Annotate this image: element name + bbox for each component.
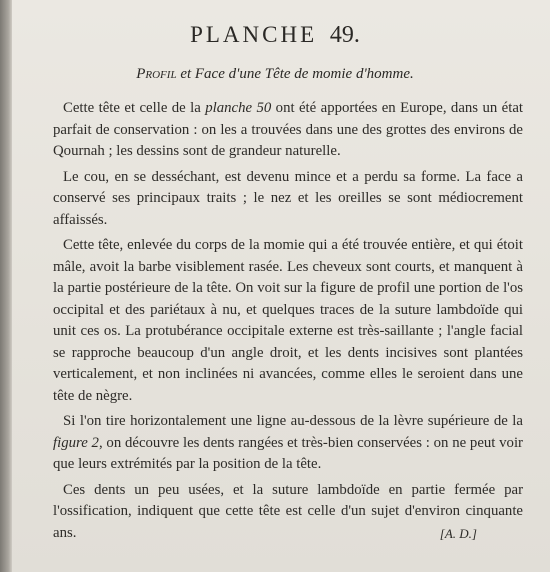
paragraph-1-start: Cette tête et celle de la (63, 100, 206, 116)
subtitle-rest: et Face d'une Tête de momie d'homme. (176, 66, 414, 82)
plate-number: 49. (329, 22, 360, 48)
paragraph-1-emphasis: planche 50 (205, 100, 272, 116)
body-text (53, 98, 523, 544)
paragraph-4-emphasis: figure 2 (53, 434, 99, 451)
author-signature: [A. D.] (439, 525, 477, 541)
paragraph-5-text: Ces dents un peu usées, et la suture lambdoïde en partie fermée par l'ossification, indiquent que cette tête est celle d'un sujet d'environ cinquante ans. (53, 481, 523, 541)
subtitle-profil: Profil (136, 66, 177, 82)
book-spine-shadow (0, 0, 12, 572)
paragraph-5 (53, 480, 523, 545)
plate-title (0, 22, 550, 49)
paragraph-1 (53, 98, 523, 163)
paragraph-3: Cette tête, enlevée du corps de la momie qui a été trouvée entière, et qui étoit mâle, avoit la barbe visiblement rasée. Les cheveux sont courts, et manquent à la partie postérieure de la tête. On voit sur la figure de profil une portion de l'os occipital et des pariétaux à nu, et quelques traces de la suture lambdoïde qui unit ces os. La protubérance occipitale externe est très-saillante ; l'angle facial se rapproche beaucoup d'un angle droit, et les dents incisives sont plantées verticalement, et non inclinées ni avancées, comme elles le seroient dans une tête de nègre. (53, 237, 523, 404)
paragraph-4-start: Si l'on tire horizontalement une ligne au-dessous de la lèvre supérieure de la (63, 413, 523, 429)
paragraph-2: Le cou, en se desséchant, est devenu mince et a perdu sa forme. La face a conservé ses principaux traits ; le nez et les oreilles se sont médiocrement affaissés. (53, 168, 523, 228)
paragraph-1-end: ont été apportées en Europe, dans un état parfait de conservation : on les a trouvées dans une des grottes des environs de Qournah ; les dessins sont de grandeur naturelle. (53, 100, 523, 159)
paragraph-4-end: , on découvre les dents rangées et très-bien conservées : on ne peut voir que leurs extrémités par la position de la tête. (53, 434, 523, 472)
paragraph-4 (53, 411, 523, 476)
plate-label: PLANCHE (190, 22, 318, 47)
plate-subtitle (0, 66, 550, 83)
